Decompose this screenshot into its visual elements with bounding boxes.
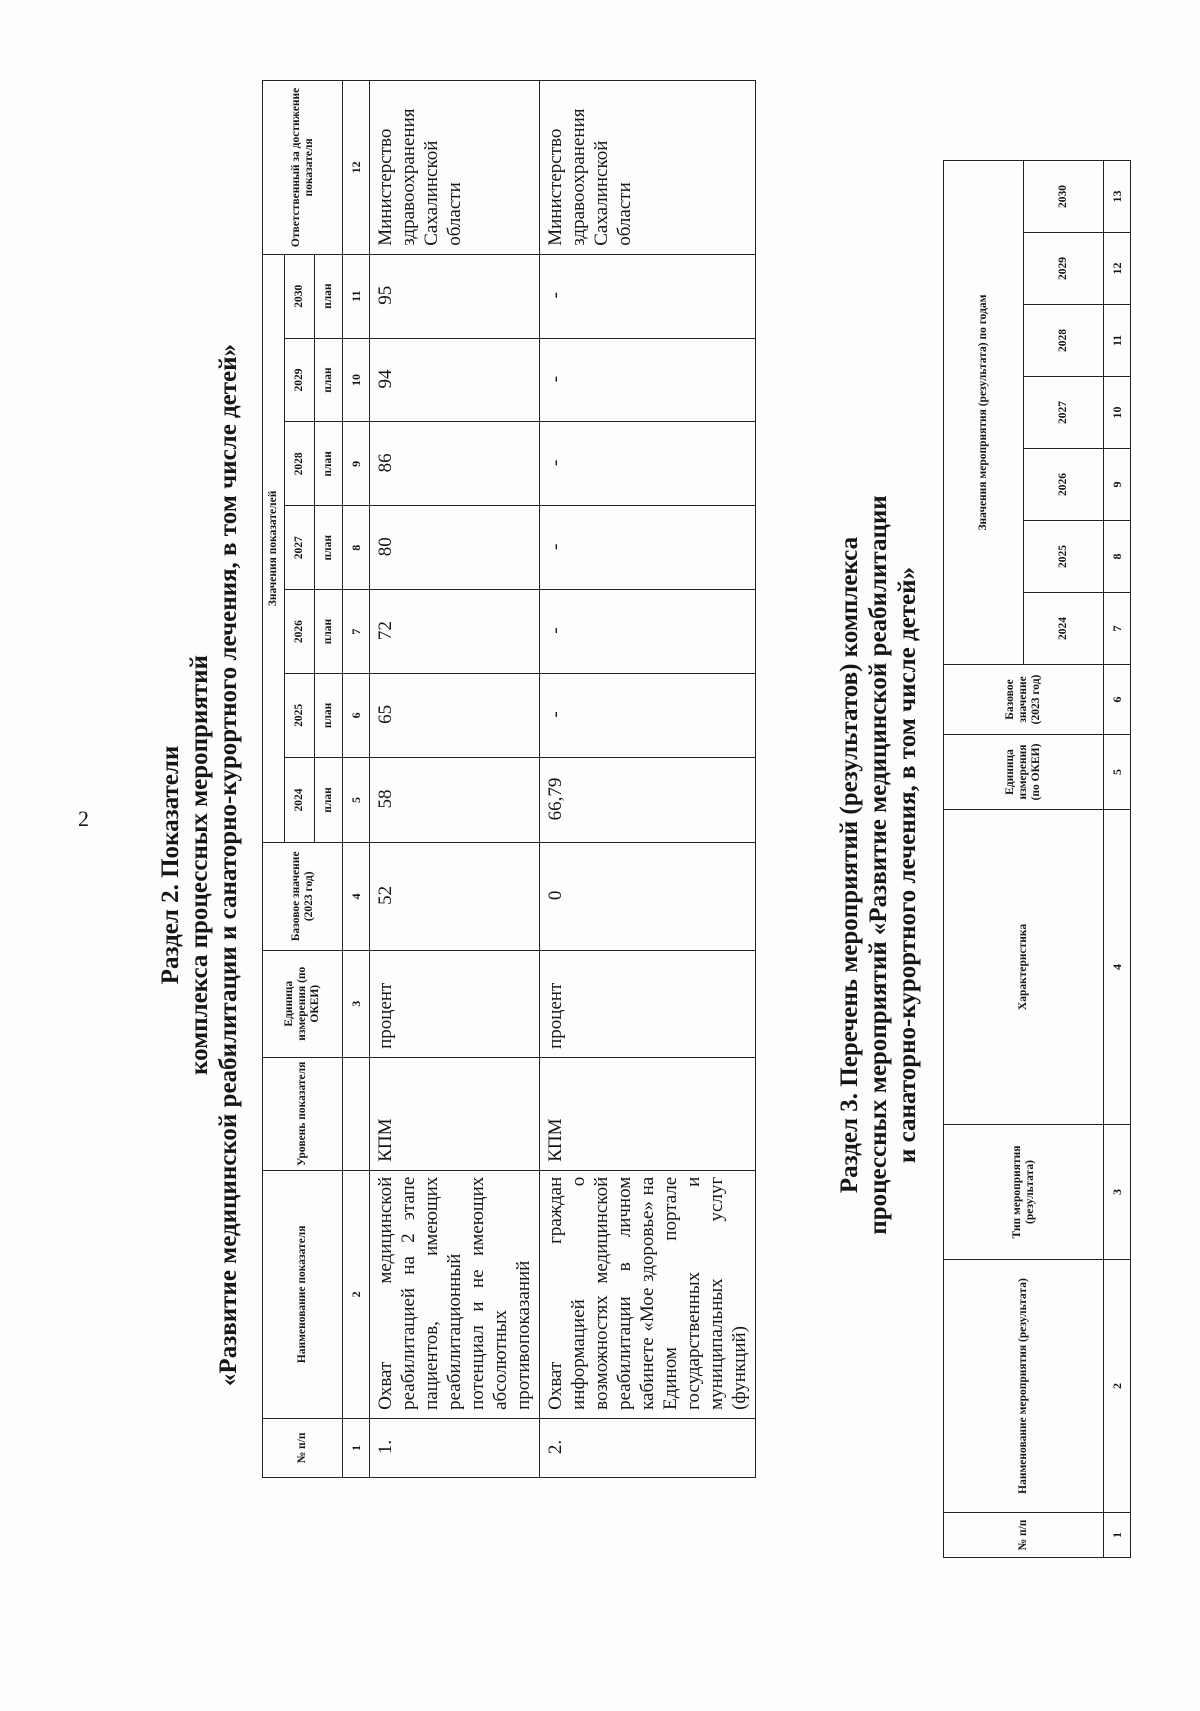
indicator-name: Охват граждан информацией о возможностях медицинской реабилитации в личном кабинете «Мое здоровье» на Едином портале государственных и муниципальных услуг (функций) (540, 1170, 756, 1418)
rotated-landscape-page (150, 80, 1124, 1650)
column-number: 9 (1104, 449, 1131, 521)
header-year: 2027 (1024, 377, 1104, 449)
column-number: 2 (343, 1170, 370, 1418)
indicator-value: - (540, 590, 756, 674)
header-measure-name: Наименование мероприятия (результата) (944, 1260, 1104, 1513)
header-base-value: Базовое значение (2023 год) (944, 665, 1104, 735)
header-plan: план (315, 673, 343, 757)
section3-title-line: процессных мероприятий «Развитие медицинской реабилитации (865, 495, 892, 1235)
header-year: 2025 (285, 673, 315, 757)
column-number: 1 (343, 1418, 370, 1477)
section3-title-line: и санаторно-курортного лечения, в том числе детей» (894, 566, 921, 1164)
indicator-value: 58 (370, 757, 540, 842)
header-year: 2030 (1024, 161, 1104, 233)
header-year: 2025 (1024, 521, 1104, 593)
table-row (370, 81, 540, 1478)
column-number: 7 (1104, 593, 1131, 665)
header-year: 2030 (285, 254, 315, 338)
header-indicator-name: Наименование показателя (263, 1170, 343, 1418)
header-year: 2024 (285, 757, 315, 842)
header-plan: план (315, 506, 343, 590)
indicator-value: - (540, 422, 756, 506)
column-number: 5 (343, 757, 370, 842)
indicator-level: КПМ (540, 1057, 756, 1170)
column-number: 11 (1104, 305, 1131, 377)
indicators-table (262, 80, 756, 1478)
indicator-value: - (540, 254, 756, 338)
indicator-value: - (540, 338, 756, 422)
header-plan: план (315, 254, 343, 338)
header-level: Уровень показателя (263, 1057, 343, 1170)
indicator-value: 94 (370, 338, 540, 422)
indicator-value: - (540, 673, 756, 757)
indicator-base-value: 52 (370, 843, 540, 950)
table-row (540, 81, 756, 1478)
column-number: 10 (343, 338, 370, 422)
section2-title-line: комплекса процессных мероприятий (186, 655, 213, 1075)
column-number: 2 (1104, 1260, 1131, 1513)
header-measure-type: Тип мероприятия (результата) (944, 1125, 1104, 1260)
indicator-value: 86 (370, 422, 540, 506)
header-plan: план (315, 590, 343, 674)
indicator-value: - (540, 506, 756, 590)
column-number: 7 (343, 590, 370, 674)
indicator-responsible: Министерство здравоохранения Сахалинской области (540, 81, 756, 255)
indicator-value: 65 (370, 673, 540, 757)
header-num: № п/п (263, 1418, 343, 1477)
column-number: 13 (1104, 161, 1131, 233)
section3-title (835, 200, 922, 1530)
page-number: 2 (78, 806, 89, 831)
column-number: 12 (343, 81, 370, 255)
indicator-value: 95 (370, 254, 540, 338)
column-number: 1 (1104, 1513, 1131, 1558)
header-num: № п/п (944, 1513, 1104, 1558)
indicator-value: 72 (370, 590, 540, 674)
column-number: 4 (1104, 810, 1131, 1125)
header-plan: план (315, 757, 343, 842)
column-number: 8 (343, 506, 370, 590)
column-number (343, 1057, 370, 1170)
header-responsible: Ответственный за достижение показателя (263, 81, 343, 255)
column-number: 3 (1104, 1125, 1131, 1260)
indicator-level: КПМ (370, 1057, 540, 1170)
header-plan: план (315, 338, 343, 422)
indicator-base-value: 0 (540, 843, 756, 950)
column-number: 12 (1104, 233, 1131, 305)
measures-table (943, 160, 1131, 1558)
column-number: 4 (343, 843, 370, 950)
indicator-responsible: Министерство здравоохранения Сахалинской области (370, 81, 540, 255)
header-unit: Единица измерения (по ОКЕИ) (944, 735, 1104, 810)
column-number: 11 (343, 254, 370, 338)
header-year: 2029 (1024, 233, 1104, 305)
header-year: 2028 (285, 422, 315, 506)
column-number: 6 (1104, 665, 1131, 735)
header-year: 2026 (1024, 449, 1104, 521)
row-num: 1. (370, 1418, 540, 1477)
section2-title-line: Раздел 2. Показатели (157, 745, 184, 985)
column-number: 9 (343, 422, 370, 506)
row-num: 2. (540, 1418, 756, 1477)
header-base-value: Базовое значение (2023 год) (263, 843, 343, 950)
header-year: 2024 (1024, 593, 1104, 665)
column-number: 10 (1104, 377, 1131, 449)
section2-title (156, 80, 243, 1650)
header-year: 2029 (285, 338, 315, 422)
header-values-group: Значения показателей (263, 254, 285, 842)
indicator-name: Охват медицинской реабилитацией на 2 этапе пациентов, имеющих реабилитационный потенциал и не имеющих абсолютных противопоказаний (370, 1170, 540, 1418)
column-number: 5 (1104, 735, 1131, 810)
indicator-value: 80 (370, 506, 540, 590)
header-plan: план (315, 422, 343, 506)
header-year: 2028 (1024, 305, 1104, 377)
column-number: 8 (1104, 521, 1131, 593)
indicator-value: 66,79 (540, 757, 756, 842)
indicator-unit: процент (370, 950, 540, 1057)
header-year: 2027 (285, 506, 315, 590)
section2-title-line: «Развитие медицинской реабилитации и санаторно-курортного лечения, в том числе детей» (215, 343, 242, 1387)
column-number: 3 (343, 950, 370, 1057)
indicator-unit: процент (540, 950, 756, 1057)
column-number: 6 (343, 673, 370, 757)
section3-title-line: Раздел 3. Перечень мероприятий (результатов) комплекса (836, 536, 863, 1194)
header-unit: Единица измерения (по ОКЕИ) (263, 950, 343, 1057)
header-characteristic: Характеристика (944, 810, 1104, 1125)
header-year: 2026 (285, 590, 315, 674)
header-values-group: Значения мероприятия (результата) по годам (944, 161, 1024, 665)
